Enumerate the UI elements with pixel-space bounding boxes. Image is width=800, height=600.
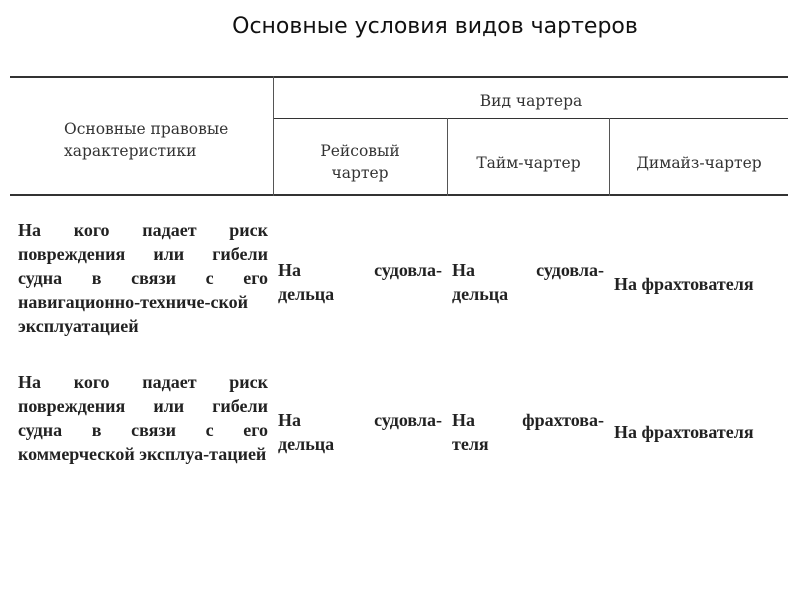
header-group-divider: [274, 118, 788, 119]
table-top-border: [10, 76, 788, 78]
row2-voyage-word2: судовла-: [374, 410, 442, 430]
row2-question: На кого падает риск повреждения или гибели судна в связи с его коммерческой эксплуа-тацией: [18, 372, 268, 464]
header-bottom-border: [10, 194, 788, 196]
header-charter-type: Вид чартера: [479, 92, 583, 110]
row2-time-word1: На: [452, 410, 476, 430]
row1-question: На кого падает риск повреждения или гибели судна в связи с его навигационно-техниче-ской эксплуатацией: [18, 220, 268, 336]
row1-demise: На фрахтователя: [614, 274, 754, 294]
header-time-charter: Тайм-чартер: [476, 154, 581, 172]
header-demise-charter: Димайз-чартер: [636, 154, 762, 172]
row1-time-cell: [452, 258, 604, 306]
row1-voyage-cell: [278, 258, 442, 306]
row1-time-word3: дельца: [452, 284, 509, 304]
header-voyage-charter: Рейсовый чартер: [320, 142, 400, 182]
row2-voyage-cell: [278, 408, 442, 456]
row1-time-word2: судовла-: [536, 260, 604, 280]
row1-voyage-word1: На: [278, 260, 302, 280]
page-title: Основные условия видов чартеров: [232, 14, 638, 39]
row1-time-word1: На: [452, 260, 476, 280]
row2-time-word3: теля: [452, 434, 489, 454]
row2-time-word2: фрахтова-: [522, 410, 604, 430]
row2-voyage-word3: дельца: [278, 434, 335, 454]
row2-demise: На фрахтователя: [614, 422, 754, 442]
row1-voyage-word2: судовла-: [374, 260, 442, 280]
row2-time-cell: [452, 408, 604, 456]
header-characteristics: Основные правовые характеристики: [64, 120, 229, 160]
row2-voyage-word1: На: [278, 410, 302, 430]
row1-voyage-word3: дельца: [278, 284, 335, 304]
